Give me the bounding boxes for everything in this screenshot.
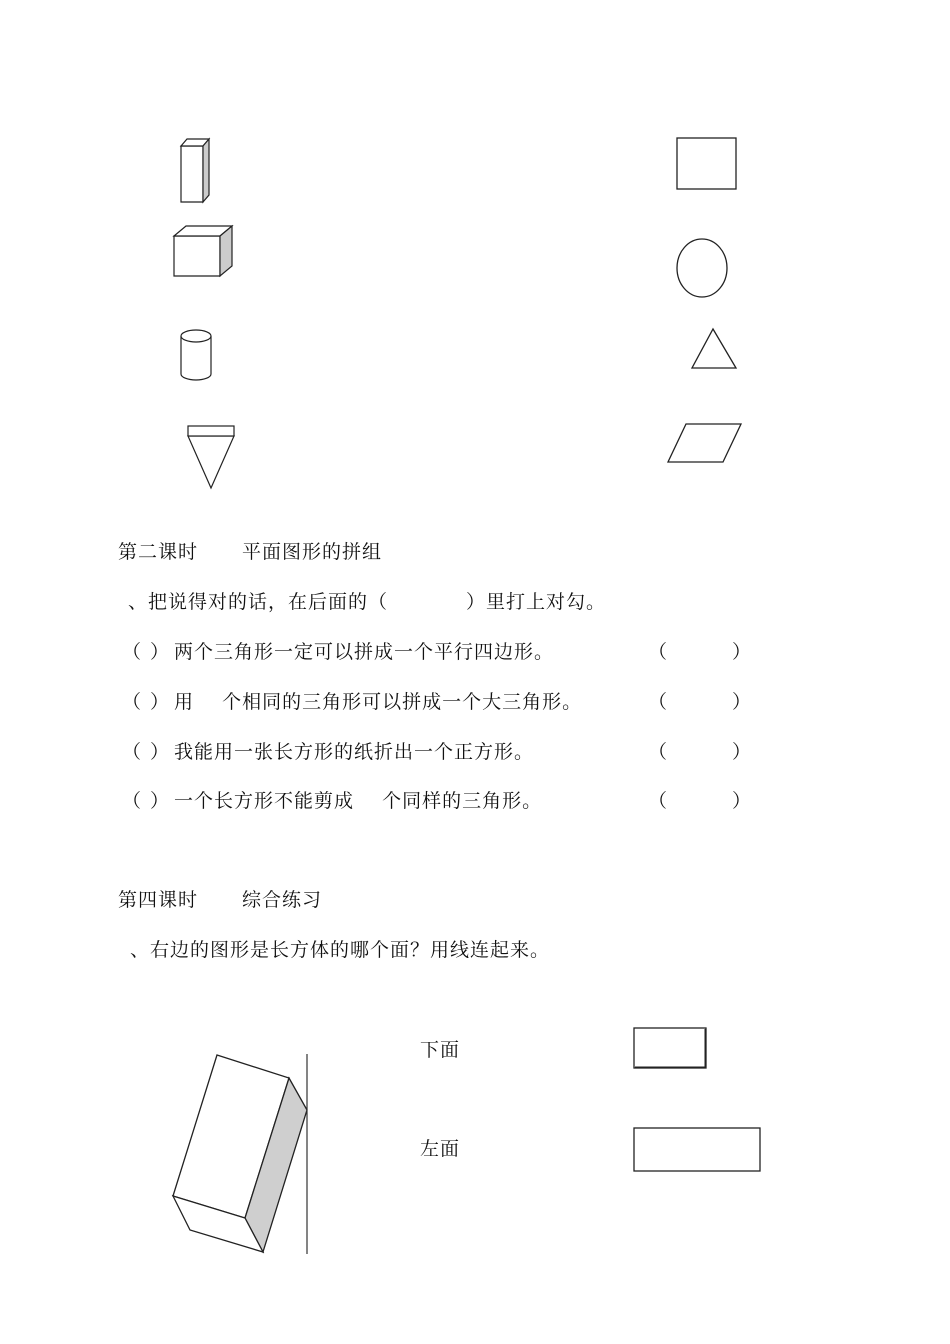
- answer-blank[interactable]: [670, 789, 730, 813]
- label-bottom-face: 下面: [420, 1039, 461, 1061]
- answer-close-paren: ）: [732, 790, 752, 812]
- answer-blank[interactable]: [670, 640, 730, 664]
- answer-open-paren: （: [648, 790, 668, 812]
- number-right-paren: ）: [150, 741, 170, 763]
- long-rectangle-icon: [633, 1127, 763, 1173]
- number-left-paren: （: [122, 691, 142, 713]
- statement-text: 两个三角形一定可以拼成一个平行四边形。: [174, 641, 555, 663]
- rectangle-icon: [676, 137, 738, 191]
- small-rectangle-icon: [633, 1027, 709, 1071]
- statement-text: 我能用一张长方形的纸折出一个正方形。: [174, 741, 535, 763]
- vertical-line: [306, 1054, 310, 1254]
- statement-text: 用 个相同的三角形可以拼成一个大三角形。: [174, 691, 583, 713]
- number-right-paren: ）: [150, 641, 170, 663]
- number-right-paren: ）: [150, 790, 170, 812]
- cone-icon: [184, 422, 238, 492]
- answer-close-paren: ）: [732, 641, 752, 663]
- number-right-paren: ）: [150, 691, 170, 713]
- answer-open-paren: （: [648, 741, 668, 763]
- statement-text: 一个长方形不能剪成 个同样的三角形。: [174, 790, 543, 812]
- triangle-icon: [690, 327, 740, 371]
- section4-instruction: 、右边的图形是长方体的哪个面？用线连起来。: [130, 939, 551, 961]
- cuboid-icon: [170, 222, 238, 280]
- answer-open-paren: （: [648, 641, 668, 663]
- answer-blank[interactable]: [670, 740, 730, 764]
- answer-close-paren: ）: [732, 741, 752, 763]
- number-left-paren: （: [122, 790, 142, 812]
- section2-instruction-a: 、把说得对的话，在后面的（: [128, 591, 389, 613]
- tall-cuboid-icon: [178, 136, 214, 206]
- section4-subtitle: 综合练习: [242, 889, 323, 911]
- answer-open-paren: （: [648, 691, 668, 713]
- number-left-paren: （: [122, 641, 142, 663]
- section2-title: 第二课时: [118, 541, 199, 563]
- number-left-paren: （: [122, 741, 142, 763]
- answer-close-paren: ）: [732, 691, 752, 713]
- label-left-face: 左面: [420, 1138, 461, 1160]
- circle-icon: [675, 236, 731, 300]
- answer-blank[interactable]: [670, 690, 730, 714]
- cylinder-icon: [178, 326, 214, 384]
- parallelogram-icon: [666, 422, 744, 466]
- section2-instruction-b: ）里打上对勾。: [466, 591, 607, 613]
- section2-subtitle: 平面图形的拼组: [242, 541, 383, 563]
- section4-title: 第四课时: [118, 889, 199, 911]
- tilted-cuboid-icon: [168, 1050, 318, 1260]
